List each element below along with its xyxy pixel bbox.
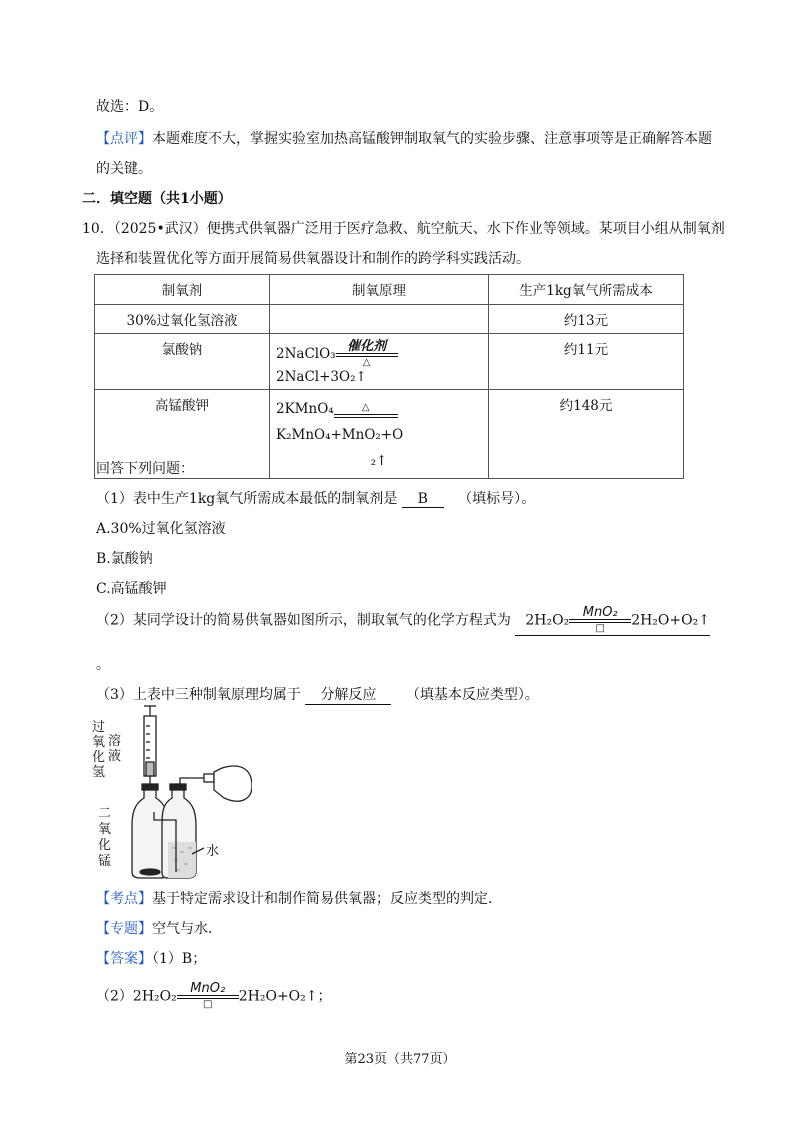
q2-prompt: （2）某同学设计的简易供氧器如图所示，制取氧气的化学方程式为 [96,612,511,629]
comment-line-1 [96,128,712,148]
reaction-condition [336,340,398,369]
kaodian-text: 基于特定需求设计和制作简易供氧器；反应类型的判定． [152,891,502,907]
daan-1: （1）B； [152,951,207,967]
option-a: A.30%过氧化氢溶液 [96,521,226,537]
daan-2-prefix: （2） [96,988,133,1005]
q2-answer [515,606,710,636]
daan-2-condition-top: MnO₂ [190,981,226,996]
agent-cell: 高锰酸钾 [95,390,270,479]
q2-condition-top: MnO₂ [582,605,618,620]
condition-bottom: △ [362,357,371,368]
table-header: 制氧剂 [95,275,270,305]
condition-top: △ [361,402,370,413]
table-row [95,305,684,334]
q1-answer: B [402,491,444,508]
comment-text-1: 本题难度不大，掌握实验室加热高锰酸钾制取氧气的实验步骤、注意事项等是正确解答本题 [152,131,712,147]
page-number: 第23页（共77页） [344,1052,456,1067]
option-c: C.高锰酸钾 [96,581,167,597]
equation-left: 2KMnO₄ [276,401,334,417]
principle-cell [270,390,489,479]
daan-tag: 【答案】 [96,951,152,967]
equation-right: K₂MnO₄+MnO₂+O [276,427,404,443]
comment-tag: 【点评】 [96,131,152,147]
agent-cell: 氯酸钠 [95,334,270,390]
zhuanti-text: 空气与水． [152,921,222,937]
q2-eq-right: 2H₂O+O₂↑ [631,612,710,629]
table-header: 生产1kg氧气所需成本 [489,275,684,305]
oxygen-agent-table [94,274,684,479]
table-header-row [95,275,684,305]
apparatus-diagram [92,702,252,882]
section-heading: 二．填空题（共1小题） [82,191,232,207]
label-h2o2: 过氧化氢 [92,720,106,780]
q1-prompt: （1）表中生产1kg氧气所需成本最低的制氧剂是 [96,491,398,507]
condition-top: 催化剂 [347,339,387,354]
option-b: B.氯酸钠 [96,551,153,567]
daan-line [96,948,206,968]
q3-suffix: （填基本反应类型）。 [405,687,539,703]
question-line-1: 10．（2025•武汉）便携式供氧器广泛用于医疗急救、航空航天、水下作业等领域。某项目小组从制氧剂 [82,221,725,237]
daan-2-condition [177,982,239,1011]
principle-cell [270,334,489,390]
equation-left: 2NaClO₃ [276,346,336,362]
q2-tail: 。 [96,657,110,673]
q1-suffix: （填标号）。 [458,491,536,507]
daan-2-right: 2H₂O+O₂↑； [238,988,332,1005]
table-header: 制氧原理 [270,275,489,305]
q3-prompt: （3）上表中三种制氧原理均属于 [96,687,301,703]
equation-right: 2NaCl+3O₂↑ [276,369,367,385]
reaction-condition [334,401,398,418]
zhuanti-tag: 【专题】 [96,921,152,937]
q1-line [96,488,535,508]
daan-2-left: 2H₂O₂ [132,988,177,1005]
zhuanti-line [96,918,222,938]
daan-2-line [96,982,332,1011]
kaodian-line [96,888,502,908]
question-line-2: 选择和装置优化等方面开展简易供氧器设计和制作的跨学科实践活动。 [96,251,530,267]
cost-cell: 约148元 [489,390,684,479]
kaodian-tag: 【考点】 [96,891,152,907]
cost-cell: 约11元 [489,334,684,390]
label-mno2: 二氧化锰 [98,806,112,869]
questions-intro: 回答下列问题： [96,461,194,477]
q3-answer: 分解反应 [305,684,391,705]
cost-cell: 约13元 [489,305,684,334]
q2-line [96,606,710,636]
select-line: 故选：D。 [96,99,164,115]
label-water: 水 [206,844,220,859]
q2-condition-bottom: □ [595,623,605,634]
table-row [95,334,684,390]
q2-condition [569,606,631,635]
comment-text-2: 的关键。 [96,161,152,177]
label-solution: 溶液 [108,734,122,764]
agent-cell: 30%过氧化氢溶液 [95,305,270,334]
q2-eq-left: 2H₂O₂ [525,612,570,629]
principle-cell [270,305,489,334]
equation-wrap: ₂↑ [370,453,388,469]
daan-2-condition-bottom: □ [203,999,213,1010]
oxygen-generator-figure [92,702,252,886]
